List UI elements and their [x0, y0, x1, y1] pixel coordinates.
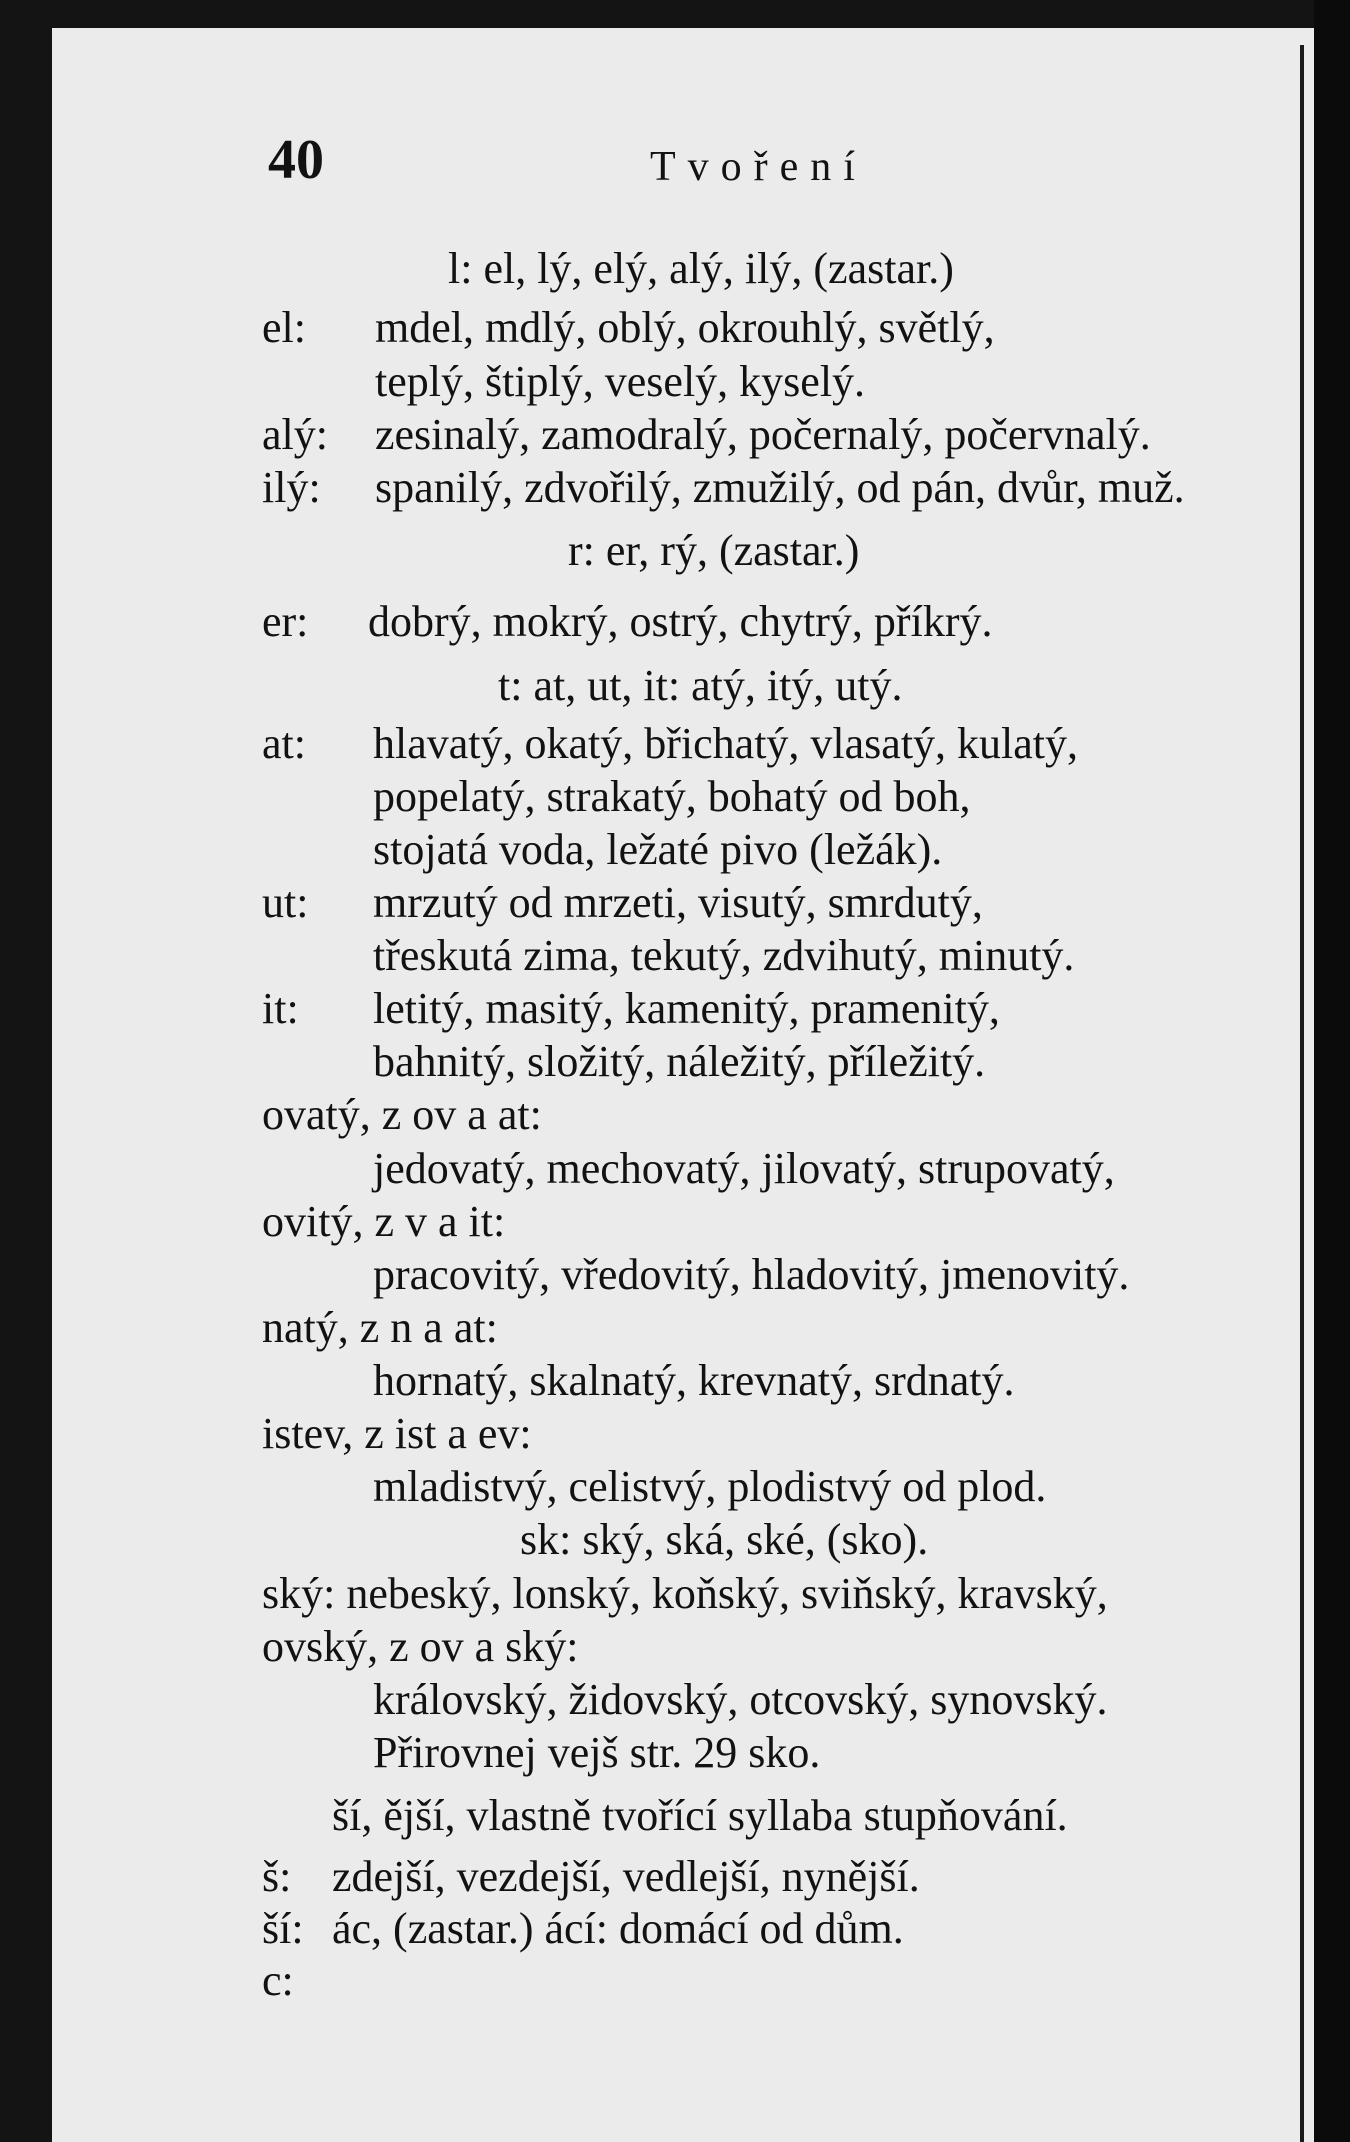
text-line: jedovatý, mechovatý, jilovatý, strupovatý, [373, 1144, 1115, 1193]
text-line: ovský, z ov a ský: [262, 1622, 579, 1671]
line-label: alý: [262, 410, 328, 459]
text-line: ovitý, z v a it: [262, 1197, 506, 1246]
text-line: mladistvý, celistvý, plodistvý od plod. [373, 1462, 1047, 1511]
text-line: bahnitý, složitý, náležitý, příležitý. [373, 1037, 986, 1086]
gutter-edge [1300, 45, 1304, 2142]
text-line: spanilý, zdvořilý, zmužilý, od pán, dvůr, muž. [375, 463, 1185, 512]
text-line: istev, z ist a ev: [262, 1409, 532, 1458]
text-line: letitý, masitý, kamenitý, pramenitý, [373, 984, 1000, 1033]
text-line: ovatý, z ov a at: [262, 1090, 542, 1139]
line-label: ilý: [262, 463, 321, 512]
text-line: třeskutá zima, tekutý, zdvihutý, minutý. [373, 931, 1075, 980]
text-line: teplý, štiplý, veselý, kyselý. [375, 357, 866, 406]
text-line: mrzutý od mrzeti, visutý, smrdutý, [373, 878, 983, 927]
line-label: el: [262, 303, 306, 352]
text-line: ác, (zastar.) ácí: domácí od dům. [332, 1904, 904, 1953]
page-number: 40 [268, 129, 324, 191]
text-line: královský, židovský, otcovský, synovský. [373, 1675, 1108, 1724]
line-label: c: [262, 1956, 294, 2005]
text-line: zesinalý, zamodralý, počernalý, počervnalý. [375, 410, 1151, 459]
running-title: Tvoření [650, 144, 867, 190]
line-label: er: [262, 597, 309, 646]
line-label: at: [262, 719, 306, 768]
text-line: r: er, rý, (zastar.) [568, 526, 860, 575]
text-line: l: el, lý, elý, alý, ilý, (zastar.) [448, 244, 954, 293]
text-line: zdejší, vezdejší, vedlejší, nynější. [332, 1852, 920, 1901]
text-line: pracovitý, vředovitý, hladovitý, jmenovitý. [373, 1250, 1130, 1299]
line-label: š: [262, 1852, 292, 1901]
text-line: popelatý, strakatý, bohatý od boh, [373, 772, 971, 821]
text-line: hlavatý, okatý, břichatý, vlasatý, kulatý, [373, 719, 1079, 768]
text-line: ský: nebeský, lonský, koňský, sviňský, kravský, [262, 1569, 1108, 1618]
text-line: sk: ský, ská, ské, (sko). [520, 1515, 929, 1564]
text-line: dobrý, mokrý, ostrý, chytrý, příkrý. [368, 597, 993, 646]
text-line: mdel, mdlý, oblý, okrouhlý, světlý, [375, 303, 995, 352]
text-line: t: at, ut, it: atý, itý, utý. [498, 661, 903, 710]
text-line: stojatá voda, ležaté pivo (ležák). [373, 825, 943, 874]
text-line: ší, ější, vlastně tvořící syllaba stupňování. [332, 1791, 1068, 1840]
text-line: Přirovnej vejš str. 29 sko. [373, 1728, 821, 1777]
line-label: ší: [262, 1904, 304, 1953]
line-label: ut: [262, 878, 309, 927]
text-line: hornatý, skalnatý, krevnatý, srdnatý. [373, 1356, 1015, 1405]
line-label: it: [262, 984, 299, 1033]
text-line: natý, z n a at: [262, 1303, 498, 1352]
book-gutter [1314, 0, 1350, 2142]
